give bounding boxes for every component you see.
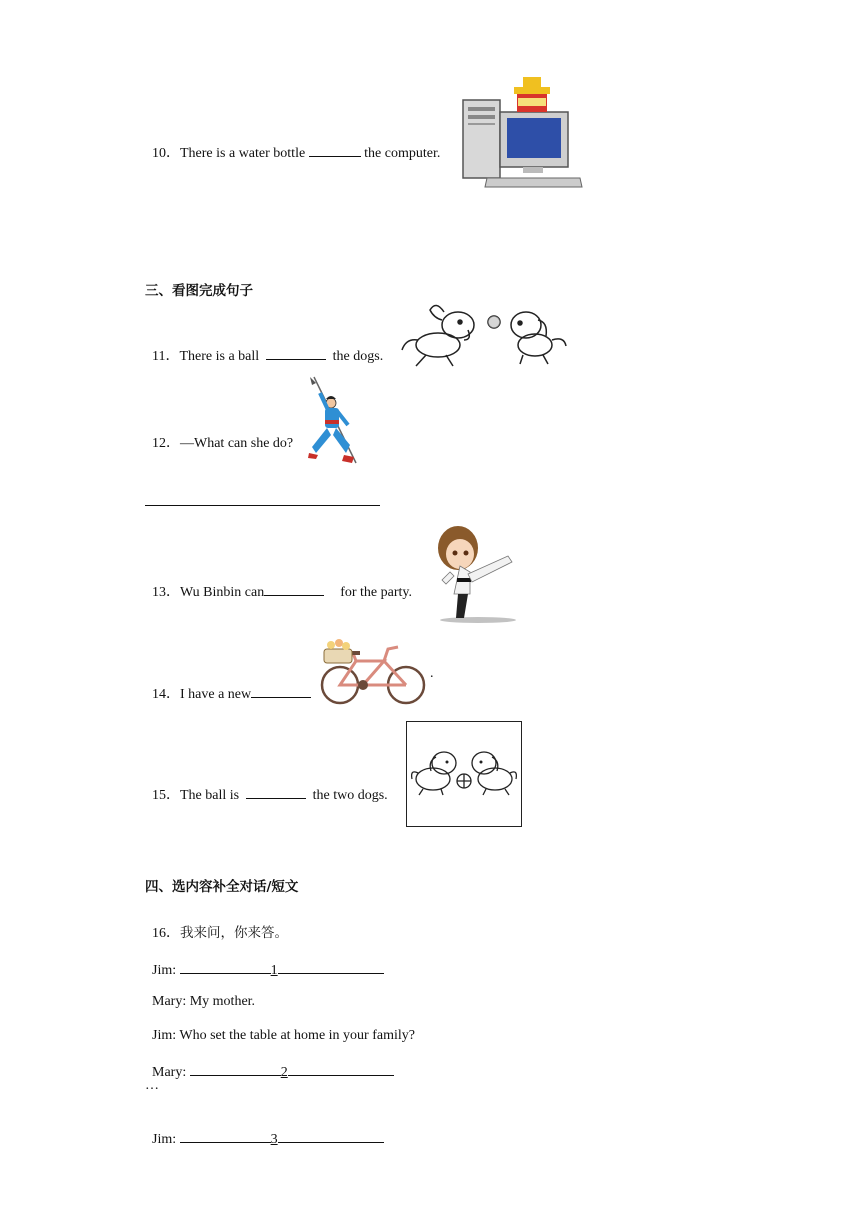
question-text: for the party. bbox=[340, 585, 412, 600]
question-text: the computer. bbox=[360, 146, 441, 161]
question-text: I have a new bbox=[180, 687, 252, 702]
dialog-line-3 bbox=[145, 1009, 415, 1045]
question-13 bbox=[145, 563, 412, 602]
kungfu-boy-icon bbox=[430, 522, 526, 624]
question-number: 14． bbox=[152, 687, 180, 702]
bike-icon bbox=[318, 635, 430, 709]
blank-number: 1 bbox=[270, 963, 278, 978]
dialog-line-6 bbox=[145, 1110, 384, 1149]
question-text: The ball is bbox=[180, 788, 243, 803]
speaker: Mary: bbox=[152, 994, 190, 1009]
question-14 bbox=[145, 665, 311, 704]
speaker: Jim: bbox=[152, 1132, 180, 1147]
question-text: the dogs. bbox=[325, 349, 384, 364]
question-number: 10． bbox=[152, 146, 180, 161]
answer-blank[interactable] bbox=[264, 581, 324, 596]
answer-blank[interactable] bbox=[278, 959, 384, 974]
dialog-text: My mother. bbox=[189, 994, 256, 1009]
question-16 bbox=[145, 906, 288, 943]
question-14-end: . bbox=[430, 666, 434, 681]
question-10 bbox=[145, 124, 440, 163]
computer-with-bottle-icon bbox=[460, 75, 584, 190]
answer-blank[interactable] bbox=[288, 1061, 394, 1076]
dialog-ellipsis: … bbox=[145, 1078, 159, 1093]
speaker: Jim: bbox=[152, 963, 180, 978]
dialog-line-2 bbox=[145, 975, 255, 1011]
question-text: —What can she do? bbox=[180, 436, 294, 451]
blank-number: 3 bbox=[270, 1132, 278, 1147]
answer-blank[interactable] bbox=[246, 784, 306, 799]
question-12 bbox=[145, 417, 293, 453]
answer-blank[interactable] bbox=[190, 1061, 281, 1076]
question-11 bbox=[145, 327, 383, 366]
blank-number: 2 bbox=[280, 1065, 288, 1080]
question-number: 13． bbox=[152, 585, 180, 600]
dialog-text: Who set the table at home in your family? bbox=[179, 1028, 415, 1043]
question-text: the two dogs. bbox=[305, 788, 388, 803]
speaker: Jim: bbox=[152, 1028, 180, 1043]
speaker: Mary: bbox=[152, 1065, 190, 1080]
answer-blank[interactable] bbox=[180, 959, 271, 974]
answer-blank[interactable] bbox=[309, 142, 361, 157]
question-number: 16． bbox=[152, 926, 180, 941]
question-15 bbox=[145, 766, 388, 805]
answer-blank[interactable] bbox=[266, 345, 326, 360]
dialog-line-4 bbox=[145, 1043, 394, 1082]
answer-blank[interactable] bbox=[251, 683, 311, 698]
question-text: There is a water bottle bbox=[180, 146, 309, 161]
section-title: 四、选内容补全对话/短文 bbox=[145, 879, 299, 895]
question-text: There is a ball bbox=[179, 349, 263, 364]
answer-blank[interactable] bbox=[180, 1128, 271, 1143]
wushu-girl-icon bbox=[306, 375, 366, 470]
answer-line[interactable] bbox=[145, 505, 380, 506]
dogs-with-ball-icon bbox=[398, 300, 573, 370]
question-number: 11． bbox=[152, 349, 180, 364]
question-number: 12． bbox=[152, 436, 180, 451]
answer-blank[interactable] bbox=[278, 1128, 384, 1143]
question-text: Wu Binbin can bbox=[180, 585, 265, 600]
dogs-with-ball-icon bbox=[406, 721, 523, 828]
question-instruction: 我来问，你来答。 bbox=[180, 925, 288, 941]
section-title: 三、看图完成句子 bbox=[145, 283, 253, 299]
question-number: 15． bbox=[152, 788, 180, 803]
